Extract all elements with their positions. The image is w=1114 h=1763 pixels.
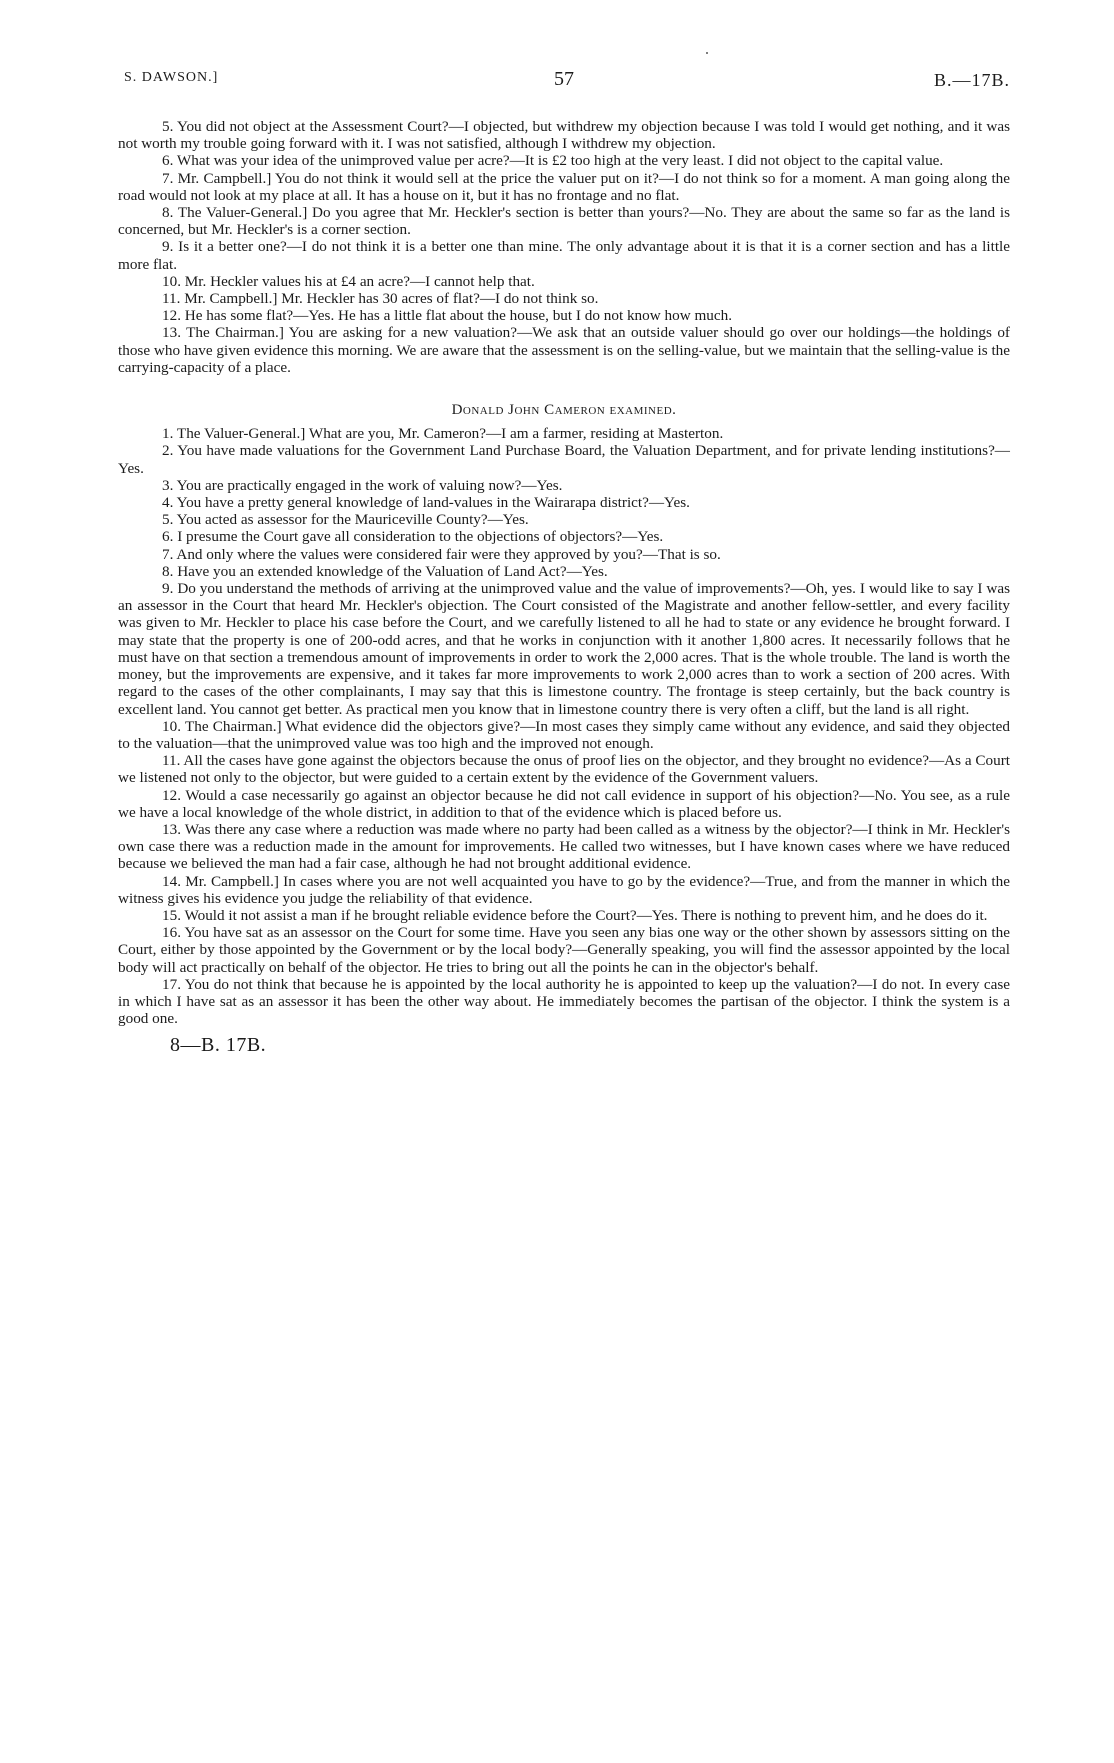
paragraph: 12. He has some flat?—Yes. He has a little flat about the house, but I do not know how much.: [162, 307, 732, 325]
paragraph: 4. You have a pretty general knowledge of land-values in the Wairarapa district?—Yes.: [162, 494, 690, 512]
paragraph: 16. You have sat as an assessor on the Court for some time. Have you seen any bias one way or the other shown by assessors sitting on the Court, either by those appointed by the Government or by the local body?—Generally speaking, you will find the assessor appointed by the local body will act practically on behalf of the objector. He tries to bring out all the points he can in the objector's behalf.: [118, 924, 1010, 976]
paragraph: 17. You do not think that because he is appointed by the local authority he is appointed to keep up the valuation?—I do not. In every case in which I have sat as an assessor it has been the other way about. He immediately becomes the partisan of the objector. I think the system is a good one.: [118, 975, 1010, 1028]
running-header: [118, 70, 1010, 96]
document-body: [118, 118, 1010, 1055]
paragraph: 12. Would a case necessarily go against an objector because he did not call evidence in support of his objection?—No. You see, as a rule we have a local knowledge of the whole district, in addition to that of the evidence which is placed before us.: [118, 786, 1010, 821]
page-number: 57: [554, 68, 574, 90]
paragraph: 5. You acted as assessor for the Mauriceville County?—Yes.: [162, 511, 529, 529]
paragraph: 13. The Chairman.] You are asking for a new valuation?—We ask that an outside valuer should go over our holdings—the holdings of those who have given evidence this morning. We are aware that the assessment is on the selling-value, but we maintain that the selling-value is the carrying-capacity of a place.: [118, 324, 1010, 376]
paragraph: 3. You are practically engaged in the work of valuing now?—Yes.: [162, 476, 563, 494]
paragraph: 8. Have you an extended knowledge of the Valuation of Land Act?—Yes.: [162, 562, 608, 580]
paragraph: 9. Do you understand the methods of arriving at the unimproved value and the value of improvements?—Oh, yes. I would like to say I was an assessor in the Court that heard Mr. Heckler's objection. The Court consisted of the Magistrate and another fellow-settler, and every facility was given to Mr. Heckler to place his case before the Court, and we carefully listened to all he had to state or any evidence he brought forward. I may state that the property is one of 200-odd acres, and that he works in conjunction with it another 1,800 acres. It necessarily follows that he must have on that section a tremendous amount of improvements in order to work the 2,000 acres. That is the whole trouble. The land is worth the money, but the improvements are expensive, and it takes far more improvements to work 2,000 acres than to work a section of 200 acres. With regard to the cases of the other complainants, I may say that this is limestone country. The frontage is steep certainly, but the back country is excellent land. You cannot get better. As practical men you know that in limestone country there is very often a cliff, but the land is all right.: [118, 580, 1010, 718]
paragraph: 2. You have made valuations for the Government Land Purchase Board, the Valuation Department, and for private lending institutions?—Yes.: [118, 442, 1010, 477]
signature-mark: 8—B. 17B.: [170, 1034, 267, 1057]
paragraph: 7. And only where the values were considered fair were they approved by you?—That is so.: [162, 545, 721, 563]
paragraph: 11. All the cases have gone against the objectors because the onus of proof lies on the objector, and they brought no evidence?—As a Court we listened not only to the objector, but were guided to a certain extent by the evidence of the Government valuers.: [118, 752, 1010, 787]
paragraph: 10. The Chairman.] What evidence did the objectors give?—In most cases they simply came without any evidence, and said they objected to the valuation—that the unimproved value was too high and the improved not enough.: [118, 717, 1010, 752]
paragraph: 10. Mr. Heckler values his at £4 an acre?—I cannot help that.: [162, 272, 535, 290]
paragraph: 6. I presume the Court gave all consideration to the objections of objectors?—Yes.: [162, 528, 664, 546]
paragraph: 13. Was there any case where a reduction was made where no party had been called as a witness by the objector?—I think in Mr. Heckler's own case there was a reduction made in the amount for improvements. He called two witnesses, but I have known cases where we have reduced because we believed the man had a fair case, although he had not brought additional evidence.: [118, 820, 1010, 873]
header-witness: S. DAWSON.]: [124, 70, 219, 85]
paragraph: 1. The Valuer-General.] What are you, Mr. Cameron?—I am a farmer, residing at Masterton.: [162, 425, 724, 443]
paragraph: 11. Mr. Campbell.] Mr. Heckler has 30 acres of flat?—I do not think so.: [162, 290, 599, 308]
paragraph: 9. Is it a better one?—I do not think it is a better one than mine. The only advantage about it is that it is a corner section and has a little more flat.: [118, 238, 1010, 273]
paragraph: 15. Would it not assist a man if he brought reliable evidence before the Court?—Yes. There is nothing to prevent him, and he does do it.: [162, 906, 988, 924]
paragraph: 7. Mr. Campbell.] You do not think it would sell at the price the valuer put on it?—I do not think so for a moment. A man going along the road would not look at my place at all. It has a house on it, but it has no frontage and no flat.: [118, 169, 1010, 204]
section-heading: Donald John Cameron examined.: [451, 402, 677, 419]
print-speck: [706, 52, 708, 54]
paragraph: 6. What was your idea of the unimproved value per acre?—It is £2 too high at the very least. I did not object to the capital value.: [162, 152, 944, 170]
paragraph: 14. Mr. Campbell.] In cases where you are not well acquainted you have to go by the evidence?—True, and from the manner in which the witness gives his evidence you judge the reliability of that evidence.: [118, 872, 1010, 907]
paragraph: 8. The Valuer-General.] Do you agree that Mr. Heckler's section is better than yours?—No. They are about the same so far as the land is concerned, but Mr. Heckler's is a corner section.: [118, 204, 1010, 239]
paragraph: 5. You did not object at the Assessment Court?—I objected, but withdrew my objection because I was told I would get nothing, and it was not worth my trouble going forward with it. I was not satisfied, although I withdrew my objection.: [118, 118, 1010, 153]
header-paper-ref: B.—17B.: [933, 70, 1010, 90]
